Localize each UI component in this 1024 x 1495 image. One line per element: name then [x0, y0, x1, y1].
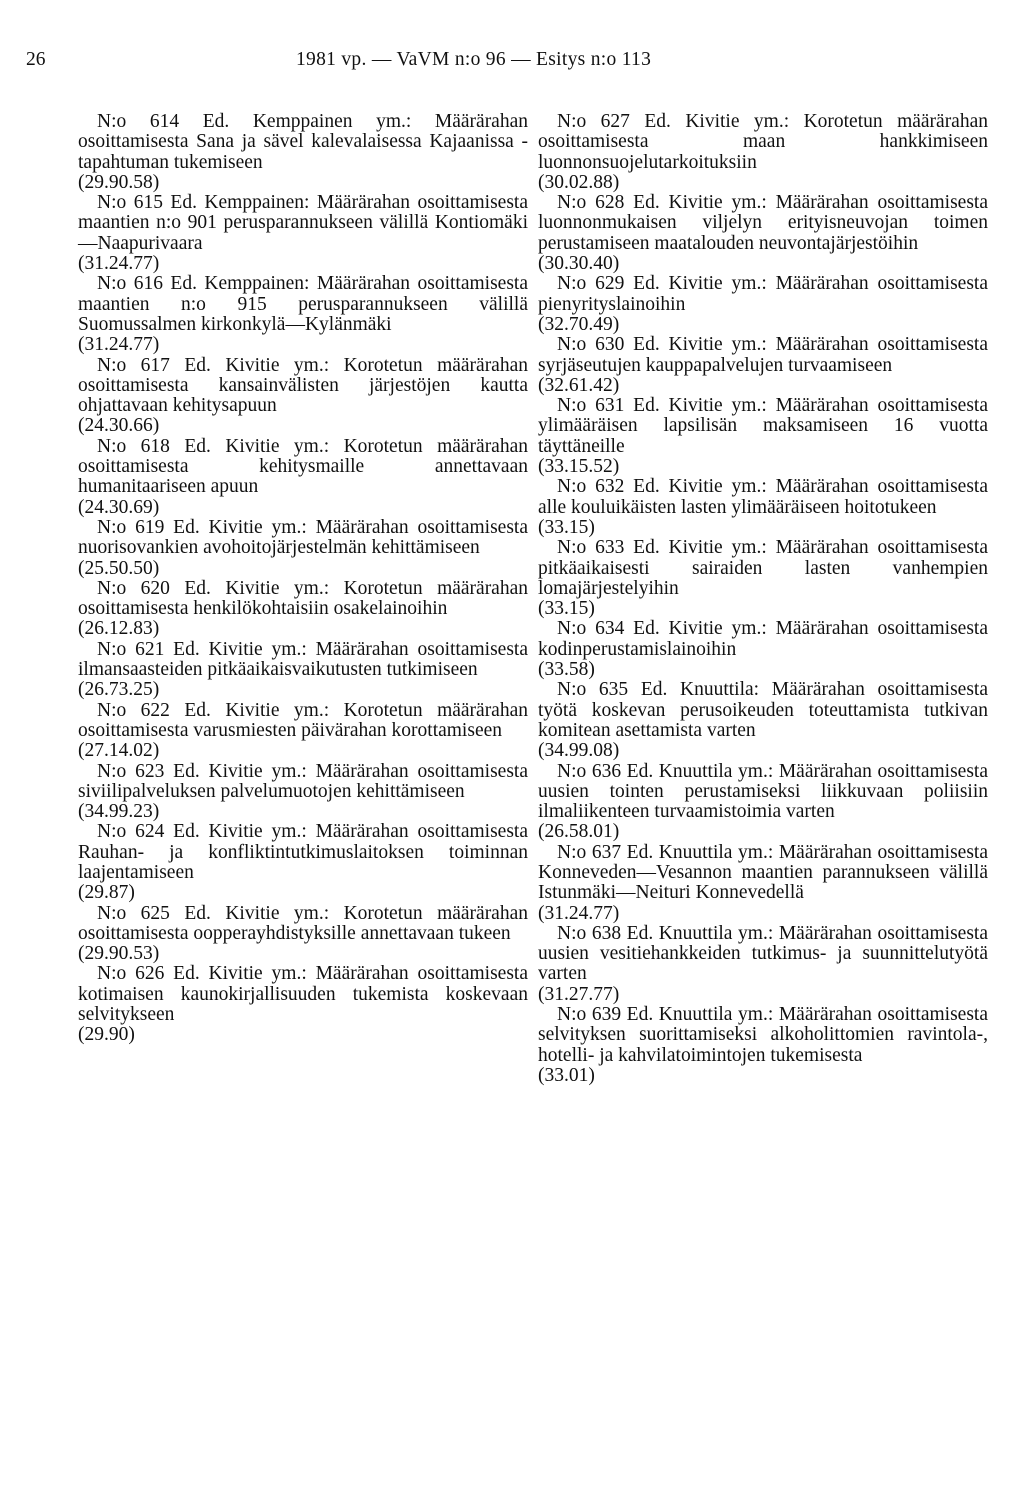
budget-item-code: (30.02.88): [538, 171, 620, 193]
motion-text: N:o 624 Ed. Kivitie ym.: Määrärahan osoittamisesta Rauhan- ja konfliktintutkimuslaitoksen toiminnan laajentamiseen: [78, 821, 528, 883]
motion-text: N:o 621 Ed. Kivitie ym.: Määrärahan osoittamisesta ilmansaasteiden pitkäaikaisvaikutusten tutkimiseen: [78, 638, 528, 681]
motion-text: N:o 619 Ed. Kivitie ym.: Määrärahan osoittamisesta nuorisovankien avohoitojärjestelmän kehittämiseen: [78, 516, 528, 559]
right-column: [538, 112, 988, 1086]
motion-entry: [78, 518, 528, 579]
motion-entry: [78, 640, 528, 701]
motion-entry: [538, 924, 988, 1005]
motion-entry: [538, 335, 988, 396]
page-header: [26, 49, 1006, 77]
budget-item-code: (34.99.23): [78, 801, 160, 823]
budget-item-code: (29.90.58): [78, 171, 160, 193]
motion-text: N:o 635 Ed. Knuuttila: Määrärahan osoittamisesta työtä koskevan perusoikeuden toteuttamista tutkivan komitean asettamista varten: [538, 679, 988, 741]
motion-entry: [538, 538, 988, 619]
motion-text: N:o 637 Ed. Knuuttila ym.: Määrärahan osoittamisesta Konneveden—Vesannon maantien parannukseen välillä Istunmäki—Neituri Konnevedellä: [538, 841, 988, 904]
motion-text: N:o 636 Ed. Knuuttila ym.: Määrärahan osoittamisesta uusien tointen perustamiseksi liikkuvaan poliisiin ilmaliikenteen turvaamistoimia varten: [538, 760, 988, 823]
budget-item-code: (31.24.77): [78, 253, 160, 275]
motion-entry: [538, 762, 988, 843]
motion-entry: [538, 843, 988, 924]
motion-text: N:o 638 Ed. Knuuttila ym.: Määrärahan osoittamisesta uusien vesitiehankkeiden tutkimus- ja suunnittelutyötä varten: [538, 922, 988, 985]
motion-text: N:o 620 Ed. Kivitie ym.: Korotetun määrärahan osoittamisesta henkilökohtaisiin osakelainoihin: [78, 577, 528, 620]
motion-text: N:o 622 Ed. Kivitie ym.: Korotetun määrärahan osoittamisesta varusmiesten päivärahan korottamiseen: [78, 699, 528, 741]
motion-entry: [538, 396, 988, 477]
budget-item-code: (29.90): [78, 1024, 135, 1046]
budget-item-code: (31.27.77): [538, 983, 620, 1005]
motion-text: N:o 614 Ed. Kemppainen ym.: Määrärahan osoittamisesta Sana ja sävel kalevalaisessa Kajaanissa -tapahtuman tukemiseen: [78, 111, 528, 173]
budget-item-code: (34.99.08): [538, 740, 620, 762]
motion-entry: [538, 477, 988, 538]
left-column: [78, 112, 528, 1046]
motion-text: N:o 618 Ed. Kivitie ym.: Korotetun määrärahan osoittamisesta kehitysmaille annettavaan humanitaariseen apuun: [78, 435, 528, 498]
motion-text: N:o 615 Ed. Kemppainen: Määrärahan osoittamisesta maantien n:o 901 perusparannukseen välillä Kontiomäki—Naapurivaara: [78, 192, 528, 254]
motion-text: N:o 630 Ed. Kivitie ym.: Määrärahan osoittamisesta syrjäseutujen kauppapalvelujen turvaamiseen: [538, 334, 988, 376]
motion-text: N:o 639 Ed. Knuuttila ym.: Määrärahan osoittamisesta selvityksen suorittamiseksi alkoholittomien ravintola-, hotelli- ja kahvilatoimintojen tukemisesta: [538, 1004, 988, 1066]
budget-item-code: (31.24.77): [78, 334, 160, 356]
budget-item-code: (33.15.52): [538, 456, 620, 478]
budget-item-code: (27.14.02): [78, 740, 160, 762]
motion-entry: [538, 680, 988, 761]
motion-entry: [538, 193, 988, 274]
budget-item-code: (24.30.66): [78, 415, 160, 437]
motion-text: N:o 628 Ed. Kivitie ym.: Määrärahan osoittamisesta luonnonmukaisen viljelyn erityisneuvojan toimen perustamiseen maatalouden neuvontajärjestöihin: [538, 192, 988, 254]
motion-entry: [78, 762, 528, 823]
budget-item-code: (30.30.40): [538, 253, 620, 275]
motion-text: N:o 629 Ed. Kivitie ym.: Määrärahan osoittamisesta pienyrityslainoihin: [538, 273, 988, 315]
motion-text: N:o 617 Ed. Kivitie ym.: Korotetun määrärahan osoittamisesta kansainvälisten järjestöjen kautta ohjattavaan kehitysapuun: [78, 354, 528, 417]
motion-text: N:o 623 Ed. Kivitie ym.: Määrärahan osoittamisesta siviilipalveluksen palvelumuotojen kehittämiseen: [78, 760, 528, 802]
budget-item-code: (25.50.50): [78, 557, 160, 579]
budget-item-code: (26.58.01): [538, 821, 620, 843]
budget-item-code: (29.90.53): [78, 943, 160, 965]
budget-item-code: (33.15): [538, 516, 595, 538]
budget-item-code: (32.70.49): [538, 313, 620, 335]
page-title: 1981 vp. — VaVM n:o 96 — Esitys n:o 113: [296, 49, 652, 70]
motion-entry: [78, 112, 528, 193]
motion-entry: [78, 437, 528, 518]
motion-text: N:o 633 Ed. Kivitie ym.: Määrärahan osoittamisesta pitkäaikaisesti sairaiden lasten vanhempien lomajärjestelyihin: [538, 537, 988, 599]
budget-item-code: (26.73.25): [78, 679, 160, 701]
motion-entry: [78, 904, 528, 965]
motion-entry: [538, 1005, 988, 1086]
motion-entry: [538, 274, 988, 335]
motion-entry: [78, 579, 528, 640]
motion-entry: [78, 701, 528, 762]
budget-item-code: (29.87): [78, 882, 135, 904]
motion-text: N:o 616 Ed. Kemppainen: Määrärahan osoittamisesta maantien n:o 915 perusparannukseen välillä Suomussalmen kirkonkylä—Kylänmäki: [78, 273, 528, 335]
motion-entry: [78, 274, 528, 355]
motion-entry: [78, 964, 528, 1045]
motion-text: N:o 632 Ed. Kivitie ym.: Määrärahan osoittamisesta alle kouluikäisten lasten ylimääräiseen hoitotukeen: [538, 476, 988, 518]
budget-item-code: (32.61.42): [538, 374, 620, 396]
motion-entry: [538, 619, 988, 680]
budget-item-code: (33.15): [538, 598, 595, 620]
motion-entry: [538, 112, 988, 193]
motion-text: N:o 627 Ed. Kivitie ym.: Korotetun määrärahan osoittamisesta maan hankkimiseen luonnonsuojelutarkoituksiin: [538, 111, 988, 173]
motion-text: N:o 634 Ed. Kivitie ym.: Määrärahan osoittamisesta kodinperustamislainoihin: [538, 618, 988, 660]
motion-text: N:o 626 Ed. Kivitie ym.: Määrärahan osoittamisesta kotimaisen kaunokirjallisuuden tukemista koskevaan selvitykseen: [78, 963, 528, 1026]
motion-text: N:o 625 Ed. Kivitie ym.: Korotetun määrärahan osoittamisesta oopperayhdistyksille annettavaan tukeen: [78, 902, 528, 944]
budget-item-code: (33.58): [538, 659, 595, 681]
budget-item-code: (33.01): [538, 1064, 595, 1086]
motion-text: N:o 631 Ed. Kivitie ym.: Määrärahan osoittamisesta ylimääräisen lapsilisän maksamiseen 16 vuotta täyttäneille: [538, 395, 988, 457]
budget-item-code: (26.12.83): [78, 618, 160, 640]
motion-entry: [78, 356, 528, 437]
budget-item-code: (31.24.77): [538, 902, 620, 924]
page-number: 26: [26, 49, 46, 70]
motion-entry: [78, 822, 528, 903]
budget-item-code: (24.30.69): [78, 496, 160, 518]
motion-entry: [78, 193, 528, 274]
